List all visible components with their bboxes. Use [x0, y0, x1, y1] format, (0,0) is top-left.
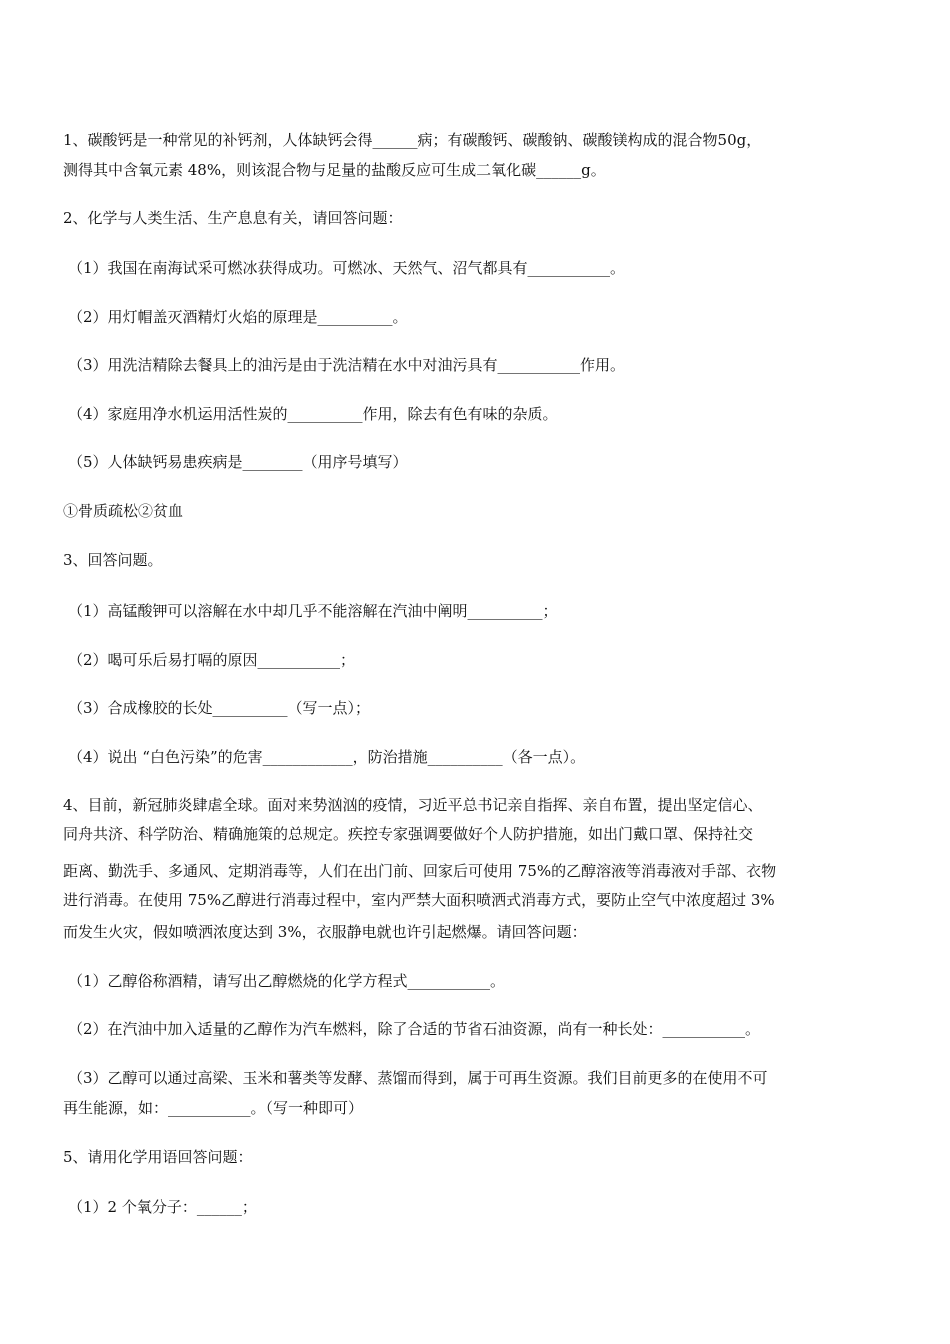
q3-part-2: （2）喝可乐后易打嗝的原因___________；	[68, 651, 356, 669]
q2-part-1: （1）我国在南海试采可燃冰获得成功。可燃冰、天然气、沼气都具有___________。	[68, 259, 626, 277]
q2-part-3: （3）用洗洁精除去餐具上的油污是由于洗洁精在水中对油污具有___________作用。	[68, 356, 626, 374]
q5-stem: 5、请用化学用语回答问题：	[63, 1148, 253, 1166]
q2-options: ①骨质疏松②贫血	[63, 502, 184, 520]
q3-part-4: （4）说出 “白色污染”的危害____________，防治措施__________（各一点）。	[68, 748, 586, 766]
q4-part-2: （2）在汽油中加入适量的乙醇作为汽车燃料，除了合适的节省石油资源，尚有一种长处：___________。	[68, 1020, 761, 1038]
q1-line-1: 1、碳酸钙是一种常见的补钙剂，人体缺钙会得______病；有碳酸钙、碳酸钠、碳酸镁构成的混合物50g，	[63, 131, 762, 149]
q4-line-1: 4、目前，新冠肺炎肆虐全球。面对来势汹汹的疫情，习近平总书记亲自指挥、亲自布置，提出坚定信心、	[63, 796, 763, 814]
q4-line-5: 而发生火灾，假如喷洒浓度达到 3%，衣服静电就也许引起燃爆。请回答问题：	[63, 923, 587, 941]
q4-part-3-line-2: 再生能源，如：___________。（写一种即可）	[63, 1099, 364, 1117]
q2-part-5: （5）人体缺钙易患疾病是________（用序号填写）	[68, 453, 408, 471]
q3-stem: 3、回答问题。	[63, 551, 163, 569]
q5-part-1: （1）2 个氧分子：______；	[68, 1198, 257, 1216]
q3-part-1: （1）高锰酸钾可以溶解在水中却几乎不能溶解在汽油中阐明__________；	[68, 602, 558, 620]
q2-stem: 2、化学与人类生活、生产息息有关，请回答问题：	[63, 209, 403, 227]
q3-part-3: （3）合成橡胶的长处__________（写一点）；	[68, 699, 371, 717]
q4-line-2: 同舟共济、科学防治、精确施策的总规定。疾控专家强调要做好个人防护措施，如出门戴口罩、保持社交	[63, 825, 754, 843]
q4-part-1: （1）乙醇俗称酒精，请写出乙醇燃烧的化学方程式___________。	[68, 972, 506, 990]
q1-line-2: 测得其中含氧元素 48%，则该混合物与足量的盐酸反应可生成二氧化碳______g。	[63, 161, 606, 179]
q2-part-2: （2）用灯帽盖灭酒精灯火焰的原理是__________。	[68, 308, 408, 326]
q4-part-3-line-1: （3）乙醇可以通过高梁、玉米和薯类等发酵、蒸馏而得到，属于可再生资源。我们目前更多的在使用不可	[68, 1069, 768, 1087]
q4-line-4: 进行消毒。在使用 75%乙醇进行消毒过程中，室内严禁大面积喷洒式消毒方式，要防止空气中浓度超过 3%	[63, 891, 775, 909]
q4-line-3: 距离、勤洗手、多通风、定期消毒等，人们在出门前、回家后可使用 75%的乙醇溶液等消毒液对手部、衣物	[63, 862, 777, 880]
q2-part-4: （4）家庭用净水机运用活性炭的__________作用，除去有色有味的杂质。	[68, 405, 558, 423]
